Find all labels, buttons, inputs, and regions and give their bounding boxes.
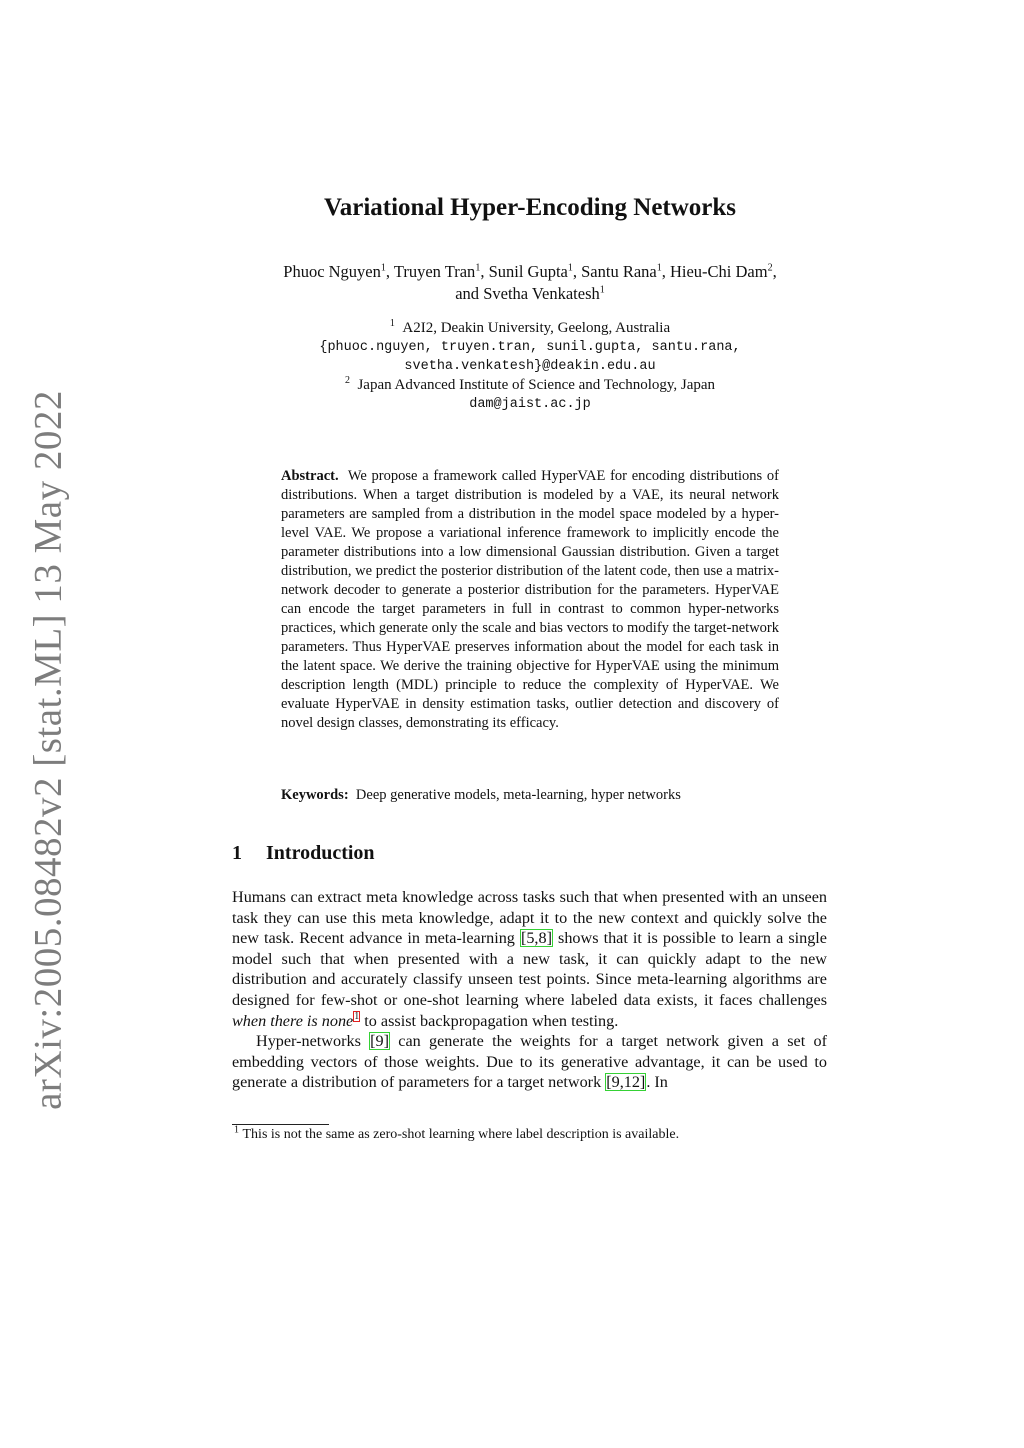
text-run: to assist backpropagation when testing. (360, 1011, 619, 1030)
citation-link[interactable]: [5,8] (520, 929, 552, 948)
and-word: and (455, 284, 480, 303)
affiliation-marker: 1 (567, 262, 573, 274)
author-list: Phuoc Nguyen$^1$, Truyen Tran$^1$, Sunil Gupta$^1$, Santu Rana$^1$, Hieu-Chi Dam$^2$, and Svetha Venkatesh$^1$ (283, 262, 777, 303)
keywords (281, 787, 801, 804)
abstract-text: We propose a framework called HyperVAE for encoding distributions of distributions. When a target distribution is modeled by a VAE, its neural network parameters are sampled from a distribution in the model space modeled by a hyper-level VAE. We propose a variational inference framework to implicitly encode the parameter distributions into a low dimensional Gaussian distribution. Given a target distribution, we predict the posterior distribution of the latent code, then use a matrix-network decoder to generate a posterior distribution for the parameters. HyperVAE can encode the target parameters in full in contrast to common hyper-networks practices, which generate only the scale and bias vectors to modify the target-network parameters. Thus HyperVAE preserves information about the model for each task in the latent space. We derive the training objective for HyperVAE using the minimum description length (MDL) principle to reduce the complexity of HyperVAE. We evaluate HyperVAE in density estimation tasks, outlier detection and discovery of novel design classes, demonstrating its efficacy. (281, 468, 779, 731)
footnote-link[interactable]: 1 (354, 1011, 360, 1023)
footnote-divider (232, 1124, 329, 1125)
text-run: can generate the weights for a target network given a set of embedding vectors of those weights. Due to its generative advantage, it can be used to generate a distribution of parameters for a target network (232, 1032, 827, 1092)
text-run: Hyper-networks (256, 1032, 370, 1051)
author-name: Santu Rana (581, 262, 657, 281)
abstract-label: Abstract. (281, 468, 339, 484)
affiliation-marker: 2 (767, 262, 773, 274)
affiliation-number: 2 (344, 375, 350, 386)
affiliation-marker: 1 (599, 284, 605, 296)
emphasis-text: when there is none (232, 1011, 354, 1030)
keywords-text: Deep generative models, meta-learning, hyper networks (355, 787, 681, 803)
footnote (234, 1124, 680, 1143)
footnote-mark: 1 (234, 1124, 239, 1136)
affiliation-1-emails-line2[interactable]: svetha.venkatesh}@deakin.edu.au (404, 359, 656, 374)
keywords-label: Keywords: (281, 787, 349, 803)
paragraph (232, 887, 827, 1031)
text-run: . In (646, 1073, 668, 1092)
arxiv-identifier-stamp[interactable]: arXiv:2005.08482v2 [stat.ML] 13 May 2022 (26, 390, 70, 1110)
author-name: Truyen Tran (393, 262, 476, 281)
section-title: Introduction (266, 842, 375, 864)
section-number: 1 (232, 842, 242, 864)
affiliation-marker: 1 (475, 262, 481, 274)
affiliation-1 (0, 319, 1024, 338)
author-name: Sunil Gupta (488, 262, 568, 281)
citation-link[interactable]: [9] (370, 1032, 390, 1051)
affiliation-number: 1 (389, 318, 395, 329)
section-heading (232, 842, 375, 865)
affiliation-2-name: Japan Advanced Institute of Science and Technology, Japan (357, 377, 716, 393)
affiliation-marker: 1 (656, 262, 662, 274)
text-run: shows that it is possible to learn a single model such that when presented with a new task, it can quickly adapt to the new distribution and accurately classify unseen test points. Since meta-learning algorithms are designed for few-shot or one-shot learning where labeled data exists, it faces challenges (232, 929, 827, 1009)
introduction-body (232, 887, 827, 1093)
affiliation-1-name: A2I2, Deakin University, Geelong, Australia (402, 320, 671, 336)
author-name: Svetha Venkatesh (483, 284, 600, 303)
author-name: Hieu-Chi Dam (669, 262, 768, 281)
affiliation-marker: 1 (380, 262, 386, 274)
affiliation-2-email[interactable]: dam@jaist.ac.jp (469, 397, 591, 412)
citation-link[interactable]: [9,12] (606, 1073, 646, 1092)
text-run: Humans can extract meta knowledge across tasks such that when presented with an unseen task they can use this meta knowledge, adapt it to the new context and quickly solve the new task. Recent advance in meta-learning (232, 888, 827, 948)
author-name: Phuoc Nguyen (283, 262, 381, 281)
affiliation-1-emails-line1[interactable]: {phuoc.nguyen, truyen.tran, sunil.gupta, santu.rana, (319, 340, 741, 355)
paper-title: Variational Hyper-Encoding Networks (323, 194, 737, 221)
footnote-text: This is not the same as zero-shot learning where label description is available. (242, 1127, 680, 1142)
affiliations (0, 319, 1024, 414)
paragraph (232, 1031, 827, 1093)
affiliation-2 (0, 376, 1024, 395)
abstract (281, 467, 779, 733)
